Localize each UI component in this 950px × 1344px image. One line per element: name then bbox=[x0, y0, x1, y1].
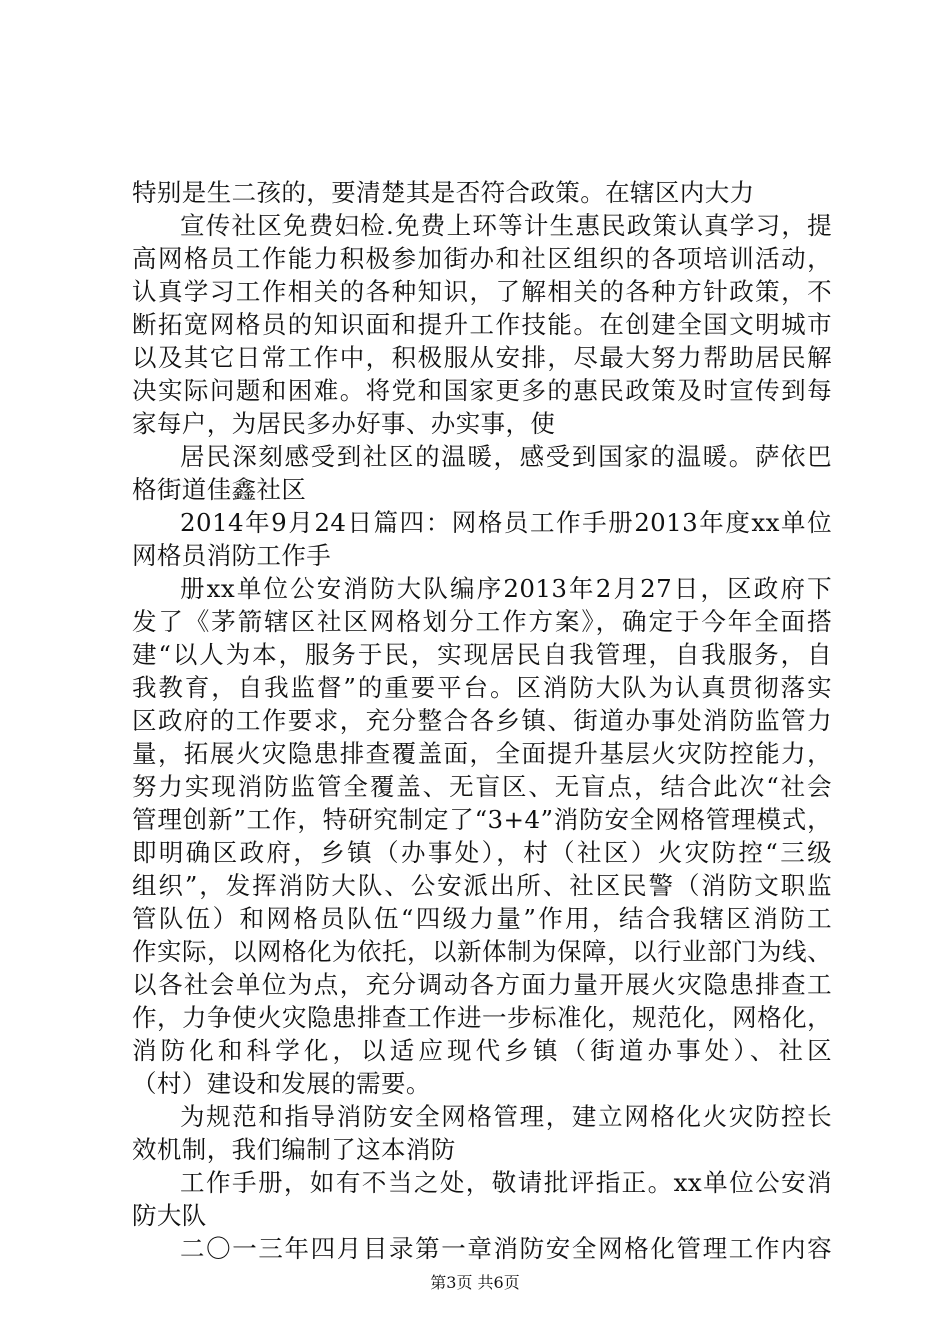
text-line: 以各社会单位为点，充分调动各方面力量开展火灾隐患排查工 bbox=[132, 970, 832, 999]
text-line: 管理创新”工作，特研究制定了“3+4”消防安全网格管理模式， bbox=[132, 805, 832, 834]
text-line: 量，拓展火灾隐患排查覆盖面，全面提升基层火灾防控能力， bbox=[132, 739, 832, 768]
text-line: 居民深刻感受到社区的温暖，感受到国家的温暖。萨依巴 bbox=[180, 442, 832, 471]
text-line: 消防化和科学化，以适应现代乡镇（街道办事处）、社区 bbox=[132, 1036, 832, 1065]
text-line: 区政府的工作要求，充分整合各乡镇、街道办事处消防监管力 bbox=[132, 706, 832, 735]
text-line: 作，力争使火灾隐患排查工作进一步标准化，规范化，网格化， bbox=[132, 1003, 832, 1032]
page-number-footer: 第3页 共6页 bbox=[430, 1273, 520, 1292]
text-line: 努力实现消防监管全覆盖、无盲区、无盲点，结合此次“社会 bbox=[132, 772, 832, 801]
document-body bbox=[132, 176, 832, 1265]
text-line: 宣传社区免费妇检.免费上环等计生惠民政策认真学习，提 bbox=[180, 211, 832, 240]
text-line: （村）建设和发展的需要。 bbox=[132, 1069, 431, 1098]
text-line: 二〇一三年四月目录第一章消防安全网格化管理工作内容 bbox=[180, 1234, 832, 1263]
text-line: 断拓宽网格员的知识面和提升工作技能。在创建全国文明城市 bbox=[132, 310, 832, 339]
text-line: 网格员消防工作手 bbox=[132, 541, 332, 570]
text-line: 高网格员工作能力积极参加街办和社区组织的各项培训活动， bbox=[132, 244, 832, 273]
text-line: 效机制，我们编制了这本消防 bbox=[132, 1135, 456, 1164]
text-line: 建“以人为本，服务于民，实现居民自我管理，自我服务，自 bbox=[132, 640, 832, 669]
text-line: 为规范和指导消防安全网格管理，建立网格化火灾防控长 bbox=[180, 1102, 832, 1131]
text-line: 组织”，发挥消防大队、公安派出所、社区民警（消防文职监 bbox=[132, 871, 832, 900]
text-line: 决实际问题和困难。将党和国家更多的惠民政策及时宣传到每 bbox=[132, 376, 832, 405]
text-line: 册xx单位公安消防大队编序2013年2月27日，区政府下 bbox=[180, 574, 832, 603]
text-line: 以及其它日常工作中，积极服从安排，尽最大努力帮助居民解 bbox=[132, 343, 832, 372]
text-line: 工作手册，如有不当之处，敬请批评指正。xx单位公安消 bbox=[180, 1168, 832, 1197]
text-line: 特别是生二孩的，要清楚其是否符合政策。在辖区内大力 bbox=[132, 178, 755, 207]
text-line: 认真学习工作相关的各种知识，了解相关的各种方针政策，不 bbox=[132, 277, 832, 306]
text-line: 家每户，为居民多办好事、办实事，使 bbox=[132, 409, 556, 438]
text-line: 发了《茅箭辖区社区网格划分工作方案》，确定于今年全面搭 bbox=[132, 607, 832, 636]
text-line: 管队伍）和网格员队伍“四级力量”作用，结合我辖区消防工 bbox=[132, 904, 832, 933]
text-line: 作实际，以网格化为依托，以新体制为保障，以行业部门为线、 bbox=[132, 937, 832, 966]
text-line: 即明确区政府，乡镇（办事处），村（社区）火灾防控“三级 bbox=[132, 838, 832, 867]
text-line: 防大队 bbox=[132, 1201, 207, 1230]
text-line: 2014年9月24日篇四：网格员工作手册2013年度xx单位 bbox=[180, 508, 832, 537]
text-line: 格街道佳鑫社区 bbox=[132, 475, 307, 504]
text-line: 我教育，自我监督”的重要平台。区消防大队为认真贯彻落实 bbox=[132, 673, 832, 702]
